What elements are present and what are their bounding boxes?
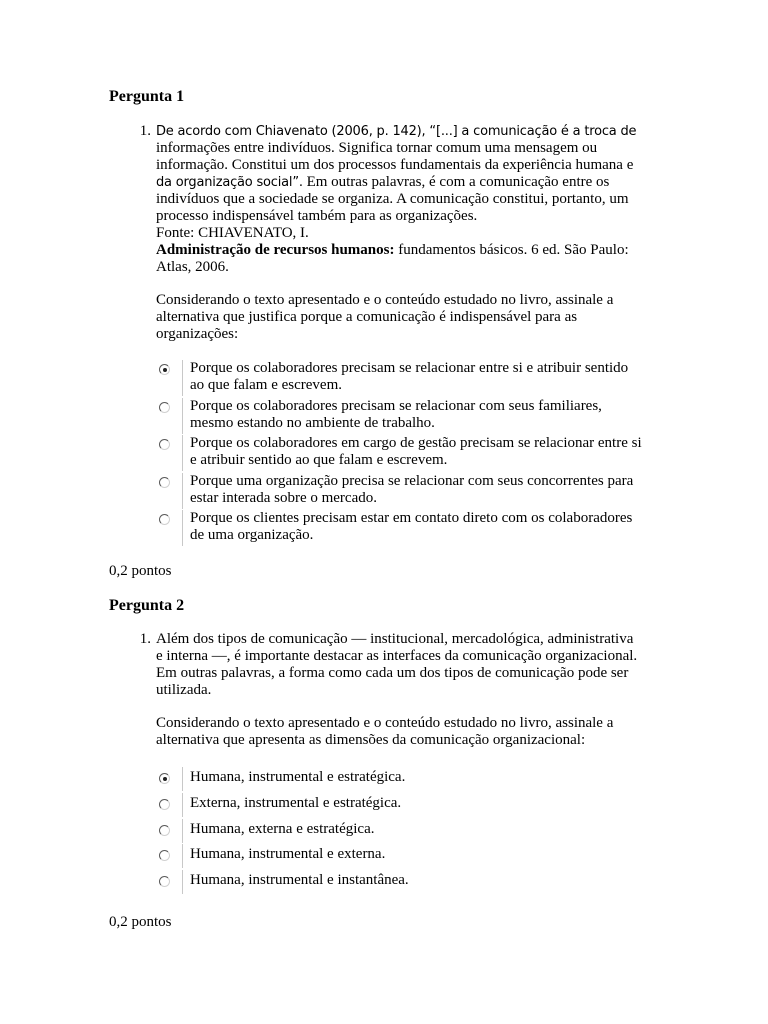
passage-line: De acordo com Chiavenato (2006, p. 142), “[...] a comunicação é a troca de (156, 124, 637, 139)
passage-line-rest: Em outras palavras, é com a comunicação entre os (302, 174, 610, 190)
passage-line: indivíduos que a sociedade se organiza. A comunicação constitui, portanto, um (156, 191, 629, 207)
radio-button-selected-icon[interactable] (159, 364, 170, 375)
option-text: Humana, externa e estratégica. (190, 821, 375, 837)
book-details: fundamentos básicos. 6 ed. São Paulo: (394, 242, 629, 258)
prompt-line: alternativa que justifica porque a comunicação é indispensável para as (156, 309, 578, 325)
option-text: Porque os clientes precisam estar em contato direto com os colaboradores (190, 510, 633, 526)
option-text: mesmo estando no ambiente de trabalho. (190, 415, 435, 431)
radio-button-icon[interactable] (159, 799, 170, 810)
question-2-points: 0,2 pontos (109, 914, 172, 930)
book-line-end: Atlas, 2006. (156, 259, 229, 275)
radio-button-selected-icon[interactable] (159, 773, 170, 784)
prompt-line: Considerando o texto apresentado e o conteúdo estudado no livro, assinale a (156, 715, 614, 731)
radio-button-icon[interactable] (159, 477, 170, 488)
passage-line: Em outras palavras, a forma como cada um dos tipos de comunicação pode ser (156, 665, 629, 681)
question-2-body (156, 631, 666, 749)
question-2-number: 1. (139, 631, 151, 647)
radio-button-icon[interactable] (159, 876, 170, 887)
option-text: de uma organização. (190, 527, 314, 543)
passage-quote-end: da organização social”. (156, 175, 303, 190)
option-text: Porque os colaboradores precisam se relacionar entre si e atribuir sentido (190, 360, 629, 376)
book-line (156, 242, 666, 259)
option-text: Humana, instrumental e instantânea. (190, 872, 409, 888)
book-title: Administração de recursos humanos: (156, 242, 395, 258)
radio-button-icon[interactable] (159, 439, 170, 450)
passage-line: processo indispensável também para as organizações. (156, 208, 478, 224)
option-text: estar interada sobre o mercado. (190, 490, 377, 506)
prompt-line: Considerando o texto apresentado e o conteúdo estudado no livro, assinale a (156, 292, 614, 308)
radio-button-icon[interactable] (159, 850, 170, 861)
radio-button-icon[interactable] (159, 825, 170, 836)
prompt-line: alternativa que apresenta as dimensões da comunicação organizacional: (156, 732, 586, 748)
prompt-line: organizações: (156, 326, 239, 342)
passage-line: informações entre indivíduos. Significa tornar comum uma mensagem ou (156, 140, 598, 156)
option-text: Porque uma organização precisa se relacionar com seus concorrentes para (190, 473, 634, 489)
question-2-title: Pergunta 2 (109, 597, 185, 614)
question-1-points: 0,2 pontos (109, 563, 172, 579)
option-text: Humana, instrumental e externa. (190, 846, 386, 862)
source-line: Fonte: CHIAVENATO, I. (156, 225, 309, 241)
radio-button-icon[interactable] (159, 402, 170, 413)
passage-line: e interna —, é importante destacar as interfaces da comunicação organizacional. (156, 648, 638, 664)
option-text: Porque os colaboradores em cargo de gestão precisam se relacionar entre si (190, 435, 642, 451)
question-1-number: 1. (139, 123, 151, 139)
question-1-body (156, 123, 666, 343)
option-text: ao que falam e escrevem. (190, 377, 342, 393)
option-text: Humana, instrumental e estratégica. (190, 769, 406, 785)
option-text: e atribuir sentido ao que falam e escrevem. (190, 452, 448, 468)
passage-line: Além dos tipos de comunicação — institucional, mercadológica, administrativa (156, 631, 634, 647)
question-1-title: Pergunta 1 (109, 88, 185, 105)
passage-line: informação. Constitui um dos processos fundamentais da experiência humana e (156, 157, 634, 173)
passage-line: utilizada. (156, 682, 212, 698)
radio-button-icon[interactable] (159, 514, 170, 525)
passage-line (156, 174, 666, 191)
option-text: Externa, instrumental e estratégica. (190, 795, 402, 811)
option-text: Porque os colaboradores precisam se relacionar com seus familiares, (190, 398, 602, 414)
